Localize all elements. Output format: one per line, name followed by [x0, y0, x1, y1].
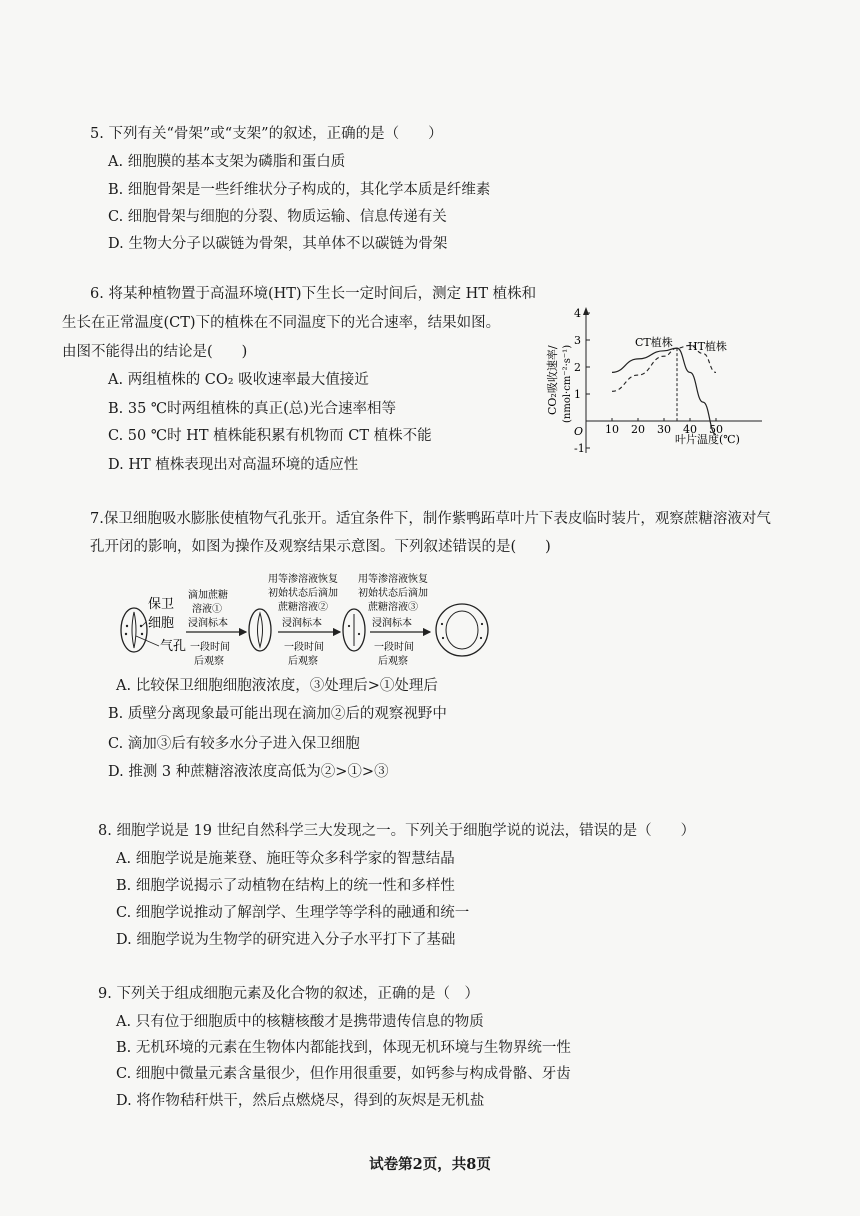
guard-cell-label-line1: 保卫 — [148, 597, 175, 612]
step2-bottom-2: 后观察 — [288, 656, 318, 667]
step3-text-3: 蔗糖溶液③ — [368, 602, 418, 613]
x-axis-label: 叶片温度(℃) — [675, 433, 740, 446]
ht-series-label: HT植株 — [688, 340, 727, 353]
step3-bottom-2: 后观察 — [378, 656, 408, 667]
step1-text-2: 溶液① — [192, 604, 222, 615]
origin-label: O — [574, 425, 584, 438]
y-tick-label-3: 3 — [574, 334, 581, 347]
stomata-experiment-diagram — [112, 568, 532, 672]
q8-stem: 8. 细胞学说是 19 世纪自然科学三大发现之一。下列关于细胞学说的说法，错误的是（ ） — [98, 823, 696, 839]
q6-option-a: A. 两组植株的 CO₂ 吸收速率最大值接近 — [108, 372, 369, 388]
q5-stem: 5. 下列有关“骨架”或“支架”的叙述，正确的是（ ） — [90, 126, 443, 142]
q5-option-d: D. 生物大分子以碳链为骨架，其单体不以碳链为骨架 — [108, 236, 448, 252]
q8-option-c: C. 细胞学说推动了解剖学、生理学等学科的融通和统一 — [116, 905, 470, 921]
step2-text-2: 初始状态后滴加 — [268, 588, 338, 599]
x-tick-label-40: 40 — [683, 423, 697, 436]
q7-option-d: D. 推测 3 种蔗糖溶液浓度高低为②>①>③ — [108, 764, 389, 780]
step3-bottom-1: 一段时间 — [374, 642, 414, 653]
q6-option-b: B. 35 ℃时两组植株的真正(总)光合速率相等 — [108, 401, 396, 417]
x-tick-label-10: 10 — [605, 423, 619, 436]
stoma-initial — [121, 608, 147, 652]
y-axis-arrow — [583, 307, 589, 315]
step1-bottom-2: 后观察 — [194, 656, 224, 667]
q6-option-c: C. 50 ℃时 HT 植株能积累有机物而 CT 植株不能 — [108, 428, 432, 444]
step2-text-1: 用等渗溶液恢复 — [268, 574, 338, 585]
step1-text-1: 滴加蔗糖 — [188, 590, 228, 601]
q6-stem-line1: 6. 将某种植物置于高温环境(HT)下生长一定时间后，测定 HT 植株和 — [90, 286, 537, 302]
q8-option-b: B. 细胞学说揭示了动植物在结构上的统一性和多样性 — [116, 878, 455, 894]
q9-option-b: B. 无机环境的元素在生物体内都能找到，体现无机环境与生物界统一性 — [116, 1040, 571, 1056]
stoma-after-solution-1 — [249, 609, 271, 651]
y-axis-label — [545, 345, 573, 423]
step2-bottom-1: 一段时间 — [284, 642, 324, 653]
stoma-pointer — [136, 636, 159, 646]
q9-option-c: C. 细胞中微量元素含量很少，但作用很重要，如钙参与构成骨骼、牙齿 — [116, 1066, 571, 1082]
guard-cell-pointer — [142, 622, 146, 626]
q9-stem: 9. 下列关于组成细胞元素及化合物的叙述，正确的是（ ） — [98, 986, 479, 1002]
page-footer: 试卷第2页，共8页 — [369, 1156, 491, 1173]
q5-option-b: B. 细胞骨架是一些纤维状分子构成的，其化学本质是纤维素 — [108, 182, 491, 198]
q9-option-a: A. 只有位于细胞质中的核糖核酸才是携带遗传信息的物质 — [116, 1014, 484, 1030]
q7-option-b: B. 质壁分离现象最可能出现在滴加②后的观察视野中 — [108, 706, 447, 722]
y-axis-label-line2: (nmol·cm⁻²·s⁻¹) — [562, 344, 573, 423]
y-axis-label-line1: CO₂吸收速率/ — [546, 345, 559, 415]
q8-option-a: A. 细胞学说是施莱登、施旺等众多科学家的智慧结晶 — [116, 851, 455, 867]
photosynthesis-chart — [530, 305, 780, 465]
y-tick-label--1: -1 — [574, 442, 585, 455]
q8-option-d: D. 细胞学说为生物学的研究进入分子水平打下了基础 — [116, 932, 456, 948]
x-tick-label-20: 20 — [631, 423, 645, 436]
step2-text-3: 蔗糖溶液② — [278, 602, 328, 613]
y-tick-label-4: 4 — [574, 307, 581, 320]
q6-option-d: D. HT 植株表现出对高温环境的适应性 — [108, 457, 359, 473]
step1-text-3: 浸润标本 — [188, 618, 228, 629]
step3-text-4: 浸润标本 — [372, 618, 412, 629]
step1-bottom-1: 一段时间 — [190, 642, 230, 653]
q6-stem-line2: 生长在正常温度(CT)下的植株在不同温度下的光合速率，结果如图。 — [62, 315, 501, 331]
stoma-after-solution-2 — [343, 609, 365, 651]
ct-series-label: CT植株 — [635, 336, 673, 349]
y-tick-label-2: 2 — [574, 361, 581, 374]
q7-stem-line1: 7.保卫细胞吸水膨胀使植物气孔张开。适宜条件下，制作紫鸭跖草叶片下表皮临时装片，观察蔗糖溶液对气 — [90, 511, 771, 527]
y-tick-label-1: 1 — [574, 388, 581, 401]
stoma-label: 气孔 — [160, 639, 187, 654]
q5-option-c: C. 细胞骨架与细胞的分裂、物质运输、信息传递有关 — [108, 209, 447, 225]
stoma-after-solution-3 — [436, 604, 488, 656]
q9-option-d: D. 将作物秸秆烘干，然后点燃烧尽，得到的灰烬是无机盐 — [116, 1093, 485, 1109]
step3-text-2: 初始状态后滴加 — [358, 588, 428, 599]
q6-stem-line3: 由图不能得出的结论是( ) — [62, 344, 248, 360]
x-tick-label-50: 50 — [709, 423, 723, 436]
x-tick-label-30: 30 — [657, 423, 671, 436]
q7-option-c: C. 滴加③后有较多水分子进入保卫细胞 — [108, 736, 360, 752]
ct-series-line — [612, 348, 716, 434]
guard-cell-label-line2: 细胞 — [148, 616, 175, 631]
q7-stem-line2: 孔开闭的影响，如图为操作及观察结果示意图。下列叙述错误的是( ) — [90, 539, 551, 555]
q5-option-a: A. 细胞膜的基本支架为磷脂和蛋白质 — [108, 154, 346, 170]
step3-text-1: 用等渗溶液恢复 — [358, 574, 428, 585]
step2-text-4: 浸润标本 — [282, 618, 322, 629]
q7-option-a: A. 比较保卫细胞细胞液浓度，③处理后>①处理后 — [116, 678, 438, 694]
